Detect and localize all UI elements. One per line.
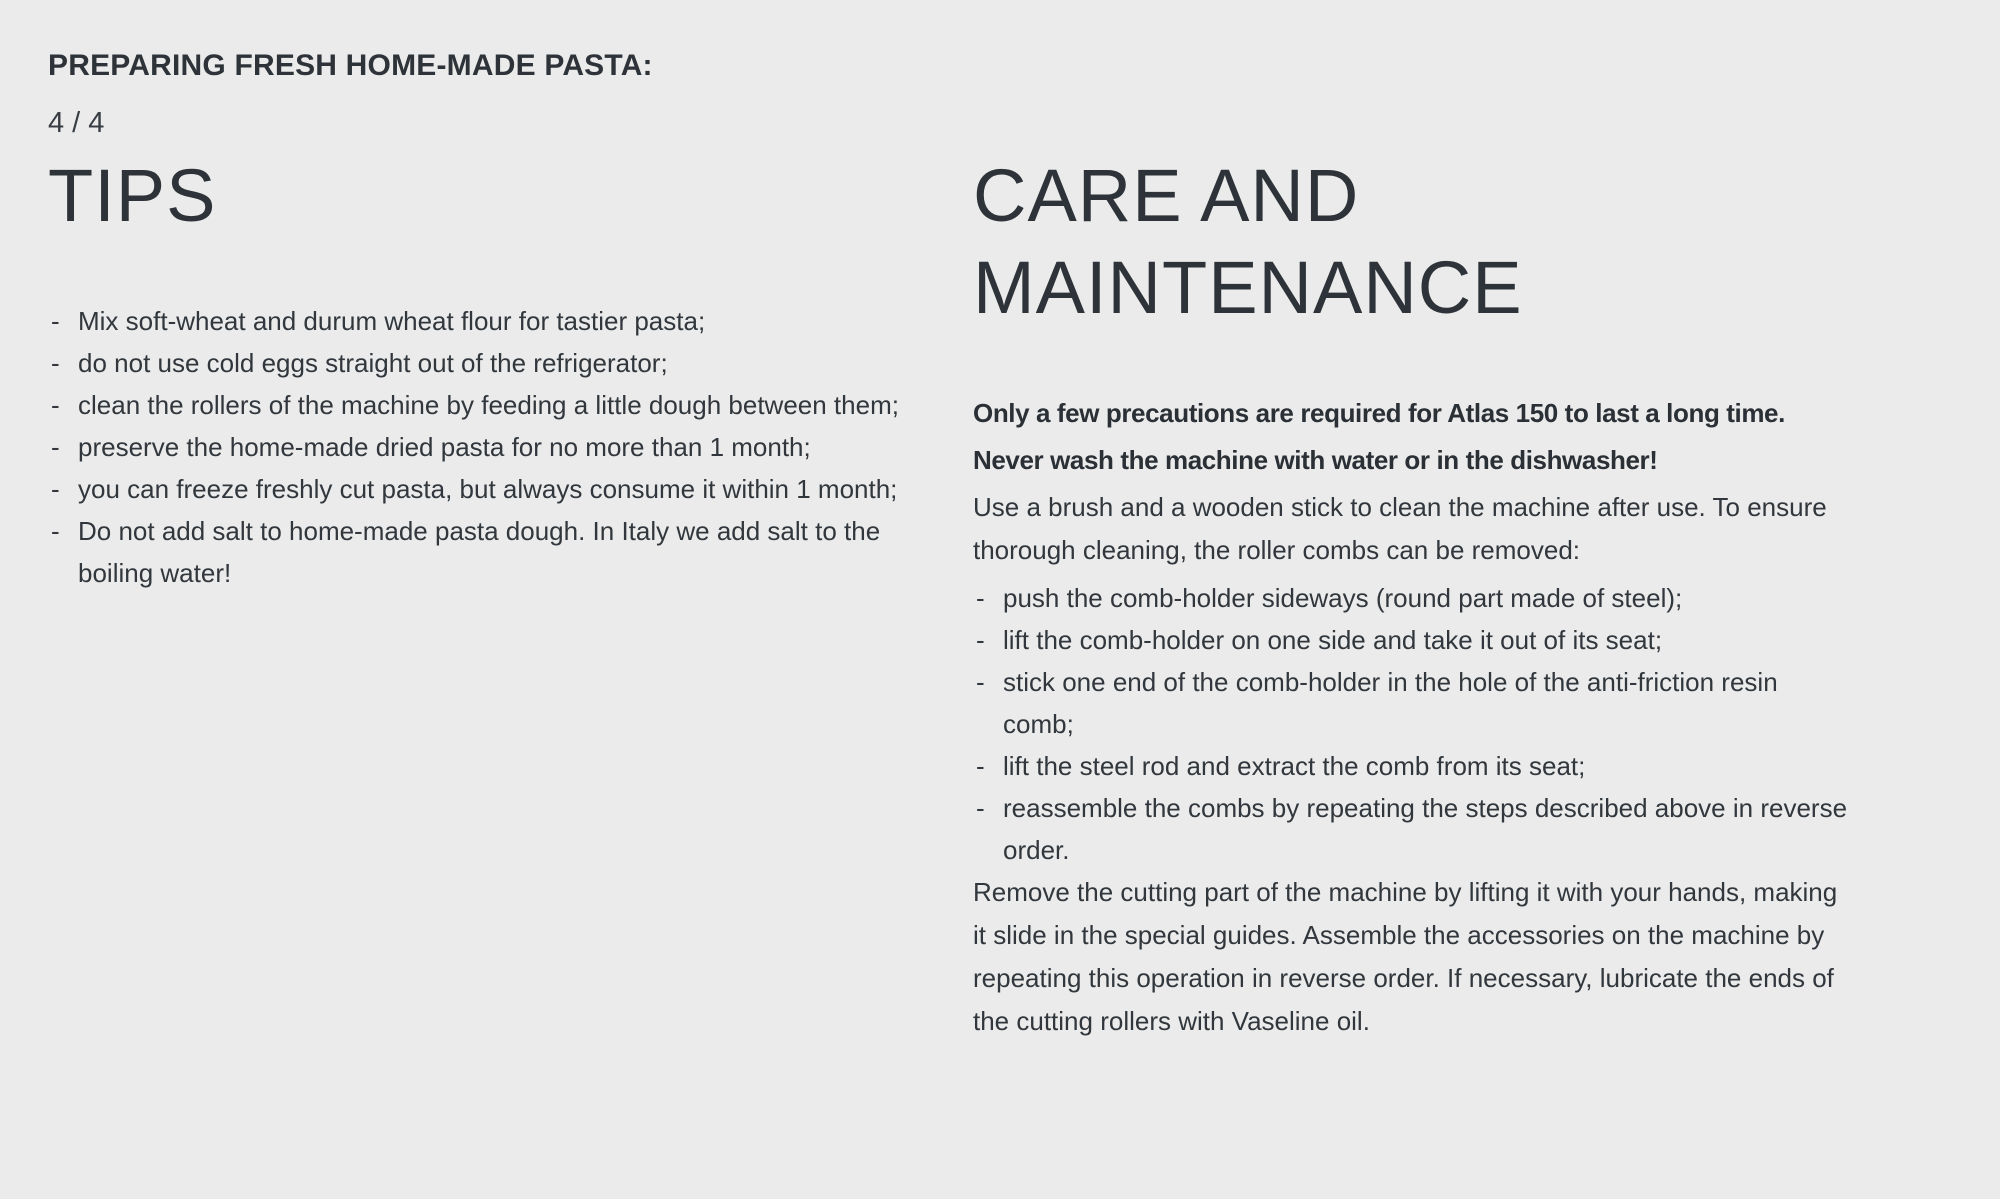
dash-bullet: - bbox=[51, 516, 60, 546]
list-item bbox=[48, 342, 943, 384]
dash-bullet: - bbox=[51, 348, 60, 378]
list-item bbox=[973, 787, 1853, 871]
dash-bullet: - bbox=[51, 474, 60, 504]
section-heading: PREPARING FRESH HOME-MADE PASTA: bbox=[48, 49, 653, 82]
list-item bbox=[48, 300, 943, 342]
care-steps-list bbox=[973, 577, 1853, 871]
left-column bbox=[48, 48, 943, 1199]
list-item-text: Mix soft-wheat and durum wheat flour for tastier pasta; bbox=[78, 306, 706, 336]
list-item-text: do not use cold eggs straight out of the refrigerator; bbox=[78, 348, 668, 378]
tips-title: TIPS bbox=[48, 154, 217, 237]
list-item bbox=[48, 510, 943, 594]
list-item bbox=[48, 426, 943, 468]
care-and-maintenance-title: CARE AND MAINTENANCE bbox=[973, 154, 1523, 329]
dishwasher-warning: Never wash the machine with water or in the dishwasher! bbox=[973, 445, 1658, 475]
dash-bullet: - bbox=[976, 751, 985, 781]
list-item-text: clean the rollers of the machine by feeding a little dough between them; bbox=[78, 390, 899, 420]
dash-bullet: - bbox=[51, 390, 60, 420]
dash-bullet: - bbox=[51, 432, 60, 462]
list-item bbox=[973, 619, 1853, 661]
cleaning-intro: Use a brush and a wooden stick to clean the machine after use. To ensure thorough cleaning, the roller combs can be removed: bbox=[973, 492, 1827, 565]
list-item-text: stick one end of the comb-holder in the hole of the anti-friction resin comb; bbox=[1003, 667, 1778, 739]
dash-bullet: - bbox=[976, 667, 985, 697]
list-item bbox=[973, 661, 1853, 745]
precautions-note: Only a few precautions are required for Atlas 150 to last a long time. bbox=[973, 398, 1785, 428]
list-item bbox=[48, 468, 943, 510]
page-indicator: 4 / 4 bbox=[48, 107, 105, 139]
list-item-text: Do not add salt to home-made pasta dough. In Italy we add salt to the boiling water! bbox=[78, 516, 881, 588]
dash-bullet: - bbox=[976, 793, 985, 823]
list-item-text: push the comb-holder sideways (round part made of steel); bbox=[1003, 583, 1683, 613]
list-item-text: lift the comb-holder on one side and take it out of its seat; bbox=[1003, 625, 1663, 655]
right-column bbox=[973, 48, 1853, 1199]
tips-list bbox=[48, 300, 943, 594]
dash-bullet: - bbox=[51, 306, 60, 336]
list-item-text: reassemble the combs by repeating the steps described above in reverse order. bbox=[1003, 793, 1848, 865]
list-item bbox=[48, 384, 943, 426]
list-item-text: lift the steel rod and extract the comb from its seat; bbox=[1003, 751, 1586, 781]
list-item-text: preserve the home-made dried pasta for no more than 1 month; bbox=[78, 432, 811, 462]
dash-bullet: - bbox=[976, 625, 985, 655]
list-item bbox=[973, 577, 1853, 619]
assembly-paragraph: Remove the cutting part of the machine by lifting it with your hands, making it slide in the special guides. Assemble the accessories on the machine by repeating this operation in reverse order. If necessary, lubricate the ends of the cutting rollers with Vaseline oil. bbox=[973, 877, 1838, 1036]
list-item bbox=[973, 745, 1853, 787]
dash-bullet: - bbox=[976, 583, 985, 613]
list-item-text: you can freeze freshly cut pasta, but always consume it within 1 month; bbox=[78, 474, 898, 504]
